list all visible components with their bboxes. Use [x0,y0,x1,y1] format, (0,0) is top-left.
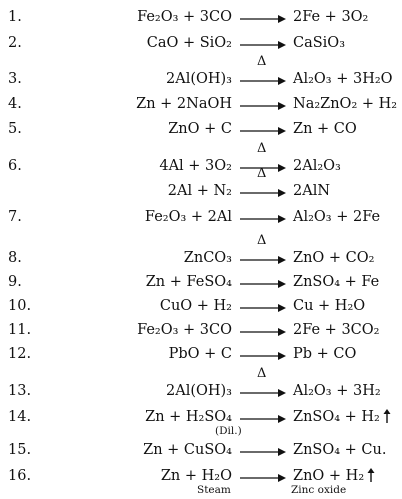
reaction-number: 9. [8,274,22,290]
right-arrow-icon [238,207,290,227]
products [293,248,374,268]
products [293,272,379,292]
reaction-number: 3. [8,71,22,87]
reactants: ZnO + C [168,121,232,137]
gas-evolved-up-arrow-icon [383,409,391,423]
reaction-number: 6. [8,158,22,174]
reactants: Fe₂O₃ + 3CO [137,322,232,338]
reactants: 2Al(OH)₃ [166,383,232,399]
right-arrow-icon [238,119,290,139]
products [293,207,380,227]
products [293,440,386,460]
right-arrow-icon [238,407,290,427]
reaction-number: 5. [8,121,22,137]
product-note: Zinc oxide [291,484,347,496]
reaction-arrow [238,33,292,53]
reaction-row [0,366,402,401]
products [293,296,365,316]
products-text: 2Al₂O₃ [293,158,341,174]
reaction-row [0,54,402,89]
right-arrow-icon [238,248,290,268]
products-text: ZnO + CO₂ [293,250,375,266]
products [293,320,379,340]
reaction-arrow [238,272,292,292]
gas-evolved-up-arrow-icon [367,468,375,482]
reactants: 4Al + 3O₂ [159,158,232,174]
right-arrow-icon [238,344,290,364]
products [293,466,375,486]
reactants: Zn + 2NaOH [136,96,232,112]
reaction-row [0,141,402,176]
reaction-number: 4. [8,96,22,112]
reaction-arrow [238,320,292,340]
products [293,119,357,139]
reaction-row [0,344,402,364]
reaction-row [0,272,402,292]
reactants: 2Al(OH)₃ [166,71,232,87]
heat-symbol: Δ [257,166,267,181]
products-text: 2Fe + 3CO₂ [293,322,380,338]
products-text: Na₂ZnO₂ + H₂ [293,96,398,112]
reaction-row [0,296,402,316]
products-text: 2Fe + 3O₂ [293,9,369,25]
reaction-row [0,466,402,496]
right-arrow-icon [238,381,290,401]
reaction-row [0,207,402,227]
reactants: Zn + H₂O [160,468,232,484]
reaction-number: 14. [8,409,32,425]
reaction-number: 2. [8,35,22,51]
reaction-row [0,33,402,53]
reaction-row [0,320,402,340]
reaction-number: 7. [8,209,22,225]
reactants: 2Al + N₂ [167,183,232,199]
products [293,7,368,27]
right-arrow-icon [238,94,290,114]
products-text: Cu + H₂O [293,298,366,314]
products [293,69,393,89]
reaction-arrow [238,233,292,268]
products-text: Zn + CO [293,121,357,137]
reaction-number: 15. [8,442,32,458]
reactant-note: Steam [197,484,231,496]
heat-symbol: Δ [257,366,267,381]
reactants: Fe₂O₃ + 3CO [137,9,232,25]
reaction-row [0,233,402,268]
products-text: 2AlN [293,183,331,199]
reaction-arrow [238,344,292,364]
reaction-number: 13. [8,383,32,399]
products-text: ZnSO₄ + Cu. [293,442,387,458]
heat-symbol: Δ [257,233,267,248]
reaction-number: 8. [8,250,22,266]
reaction-arrow [238,466,292,486]
right-arrow-icon [238,272,290,292]
reaction-number: 11. [8,322,32,338]
heat-symbol: Δ [257,54,267,69]
heat-symbol: Δ [257,141,267,156]
reactants: Zn + CuSO₄ [143,442,232,458]
reaction-arrow [238,54,292,89]
right-arrow-icon [238,7,290,27]
reactants: CaO + SiO₂ [146,35,232,51]
reaction-arrow [238,166,292,201]
reaction-arrow [238,94,292,114]
reaction-arrow [238,207,292,227]
reactants: Zn + H₂SO₄ [145,409,232,425]
right-arrow-icon [238,181,290,201]
products-text: Al₂O₃ + 3H₂O [293,71,393,87]
products-text: CaSiO₃ [293,35,346,51]
reaction-number: 12. [8,346,32,362]
reaction-number: 1. [8,9,22,25]
reactants: ZnCO₃ [183,250,232,266]
right-arrow-icon [238,296,290,316]
products [293,33,345,53]
reactants: Fe₂O₃ + 2Al [144,209,232,225]
right-arrow-icon [238,69,290,89]
reaction-row [0,440,402,460]
reaction-arrow [238,7,292,27]
reaction-arrow [238,119,292,139]
reaction-row [0,407,402,437]
reaction-number: 10. [8,298,32,314]
products-text: ZnO + H₂ [293,468,365,484]
reactants: PbO + C [168,346,232,362]
reaction-arrow [238,296,292,316]
products [293,407,391,427]
products [293,94,397,114]
reaction-row [0,94,402,114]
products-text: Pb + CO [293,346,357,362]
reactant-note: (Dil.) [215,425,242,437]
products-text: ZnSO₄ + H₂ [293,409,380,425]
right-arrow-icon [238,466,290,486]
reaction-number: 16. [8,468,32,484]
products-text: Al₂O₃ + 3H₂ [293,383,381,399]
products [293,344,356,364]
products [293,381,381,401]
reaction-arrow [238,440,292,460]
reaction-arrow [238,407,292,427]
products-text: ZnSO₄ + Fe [293,274,380,290]
right-arrow-icon [238,33,290,53]
products [293,181,330,201]
reaction-arrow [238,366,292,401]
reaction-row [0,7,402,27]
products-text: Al₂O₃ + 2Fe [293,209,381,225]
right-arrow-icon [238,440,290,460]
reaction-row [0,119,402,139]
products [293,156,341,176]
reactants: CuO + H₂ [159,298,232,314]
reactants: Zn + FeSO₄ [145,274,232,290]
right-arrow-icon [238,320,290,340]
